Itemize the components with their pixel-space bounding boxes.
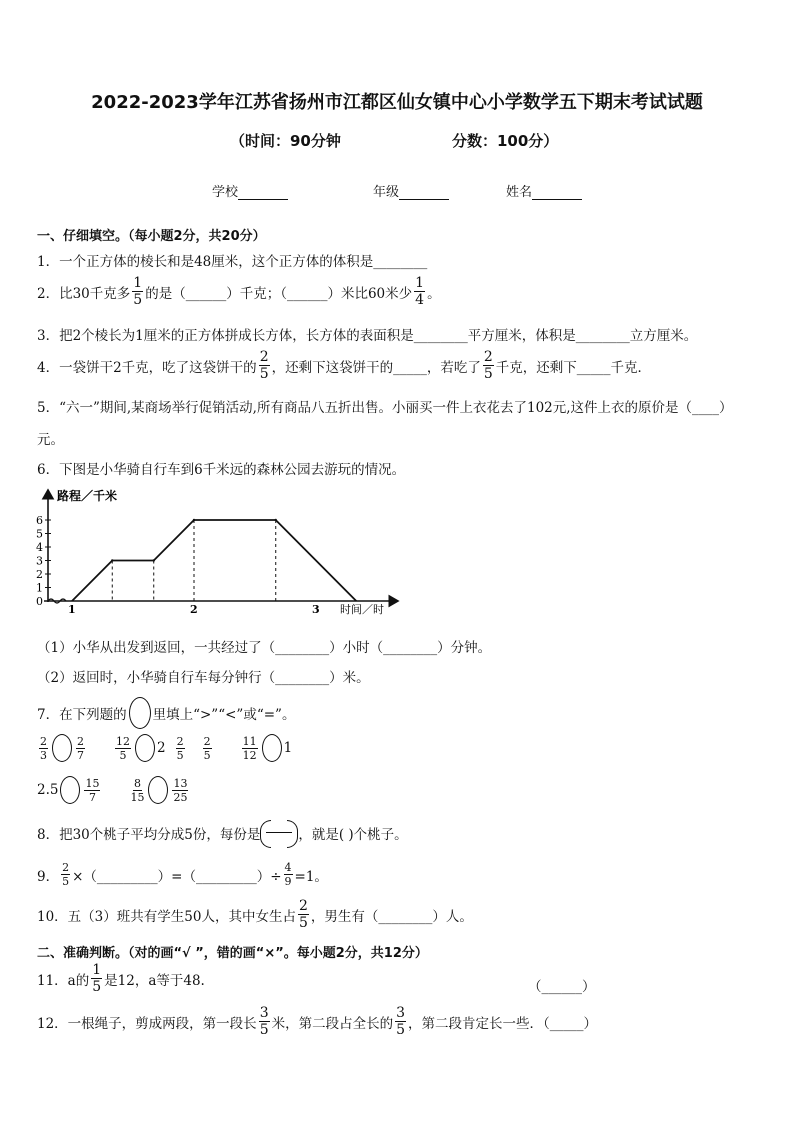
distance-line — [72, 520, 356, 601]
answer-oval[interactable] — [52, 734, 72, 762]
page-title: 2022-2023学年江苏省扬州市江都区仙女镇中心小学数学五下期末考试试题 — [91, 92, 703, 113]
question-7-row-1 — [37, 734, 318, 762]
fraction: $\frac{2}{5}$ — [259, 349, 269, 382]
fraction: $\frac{3}{5}$ — [396, 1005, 406, 1038]
question-11-answer[interactable]: （______） — [528, 979, 596, 995]
compare-item: $\frac{2}{3}$ $\frac{2}{7}$ — [40, 734, 84, 762]
question-4: 4．一袋饼干2千克，吃了这袋饼干的 $\frac{2}{5}$ ，还剩下这袋饼干的_____，若吃了 $\frac{2}{5}$ 千克，还剩下_____千克． — [37, 349, 652, 382]
question-6-1: （1）小华从出发到返回，一共经过了（________）小时（________）分钟。 — [37, 640, 492, 656]
school-field[interactable] — [212, 181, 288, 200]
question-3: 3．把2个棱长为1厘米的正方体拼成长方体，长方体的表面积是________平方厘米，体积是________立方厘米。 — [37, 328, 698, 344]
section-1-heading: 一、仔细填空。（每小题2分，共20分） — [37, 229, 266, 244]
question-2: 2．比30千克多 $\frac{1}{5}$ 的是（______）千克；（______）米比60米少 $\frac{1}{4}$ 。 — [37, 275, 441, 308]
question-1: 1．一个正方体的棱长和是48厘米，这个正方体的体积是________ — [37, 254, 428, 270]
compare-item: $\frac{2}{5}$ $\frac{2}{5}$ — [176, 734, 211, 762]
x-tick-label: 1 — [68, 603, 76, 616]
y-tick-label: 5 — [36, 527, 43, 541]
distance-time-chart — [30, 484, 410, 616]
answer-oval — [129, 697, 151, 729]
question-6-2: （2）返回时，小华骑自行车每分钟行（________）米。 — [37, 670, 370, 686]
name-field[interactable] — [506, 181, 582, 200]
fraction: $\frac{1}{4}$ — [415, 275, 425, 308]
question-7-row-2 — [37, 776, 216, 804]
grade-label: 年级 — [373, 185, 400, 200]
y-tick-label: 2 — [36, 568, 43, 581]
exam-time: （时间：90分钟 — [230, 132, 341, 150]
compare-item: 2.5 $\frac{15}{7}$ — [37, 776, 100, 804]
y-tick-label: 1 — [36, 581, 43, 595]
fraction: $\frac{3}{5}$ — [259, 1005, 269, 1038]
answer-blank[interactable] — [260, 820, 298, 846]
fraction: $\frac{1}{5}$ — [133, 275, 143, 308]
exam-score: 分数：100分） — [452, 132, 559, 150]
section-2-heading: 二、准确判断。（对的画“√ ”，错的画“×”。每小题2分，共12分） — [37, 946, 428, 961]
compare-item: $\frac{8}{15}$ $\frac{13}{25}$ — [130, 776, 188, 804]
y-tick-label: 6 — [36, 514, 43, 527]
y-tick-label: 3 — [36, 554, 43, 568]
y-tick-label: 4 — [36, 541, 43, 554]
x-tick-label: 3 — [312, 603, 320, 616]
name-label: 姓名 — [506, 185, 533, 200]
compare-item: $\frac{11}{12}$ 1 — [242, 734, 293, 762]
question-5-cont: 元。 — [37, 432, 64, 448]
question-10: 10．五（3）班共有学生50人，其中女生占 $\frac{2}{5}$ ，男生有（________）人。 — [37, 898, 473, 931]
question-6: 6．下图是小华骑自行车到6千米远的森林公园去游玩的情况。 — [37, 462, 406, 478]
question-11: 11．a的 $\frac{1}{5}$ 是12，a等于48. — [37, 962, 205, 995]
x-tick-label: 2 — [190, 603, 198, 616]
question-5: 5．“六一”期间,某商场举行促销活动,所有商品八五折出售。小丽买一件上衣花去了102元,这件上衣的原价是（____） — [37, 400, 733, 416]
fraction: $\frac{1}{5}$ — [92, 962, 102, 995]
answer-oval[interactable] — [148, 776, 168, 804]
answer-oval[interactable] — [262, 734, 282, 762]
y-axis-label: 路程／千米 — [57, 489, 118, 503]
grade-field[interactable] — [373, 181, 449, 200]
y-tick-label: 0 — [36, 595, 43, 608]
answer-oval[interactable] — [60, 776, 80, 804]
fraction: $\frac{2}{5}$ — [298, 898, 308, 931]
question-9: 9． $\frac{2}{5}$ ×（_________）=（_________）÷ $\frac{4}{9}$ =1。 — [37, 861, 328, 888]
x-axis-label: 时间／时 — [340, 603, 384, 616]
question-12: 12．一根绳子，剪成两段，第一段长 $\frac{3}{5}$ 米，第二段占全长的 $\frac{3}{5}$ ，第二段肯定长一些．（_____） — [37, 1005, 598, 1038]
school-label: 学校 — [212, 185, 239, 200]
question-7: 7．在下列题的 里填上“>”“<”或“=”。 — [37, 697, 295, 729]
question-8: 8．把30个桃子平均分成5份，每份是 ，就是( )个桃子。 — [37, 820, 408, 846]
compare-item: $\frac{12}{5}$ 2 — [116, 734, 166, 762]
fraction: $\frac{2}{5}$ — [483, 349, 493, 382]
answer-oval[interactable] — [135, 734, 155, 762]
